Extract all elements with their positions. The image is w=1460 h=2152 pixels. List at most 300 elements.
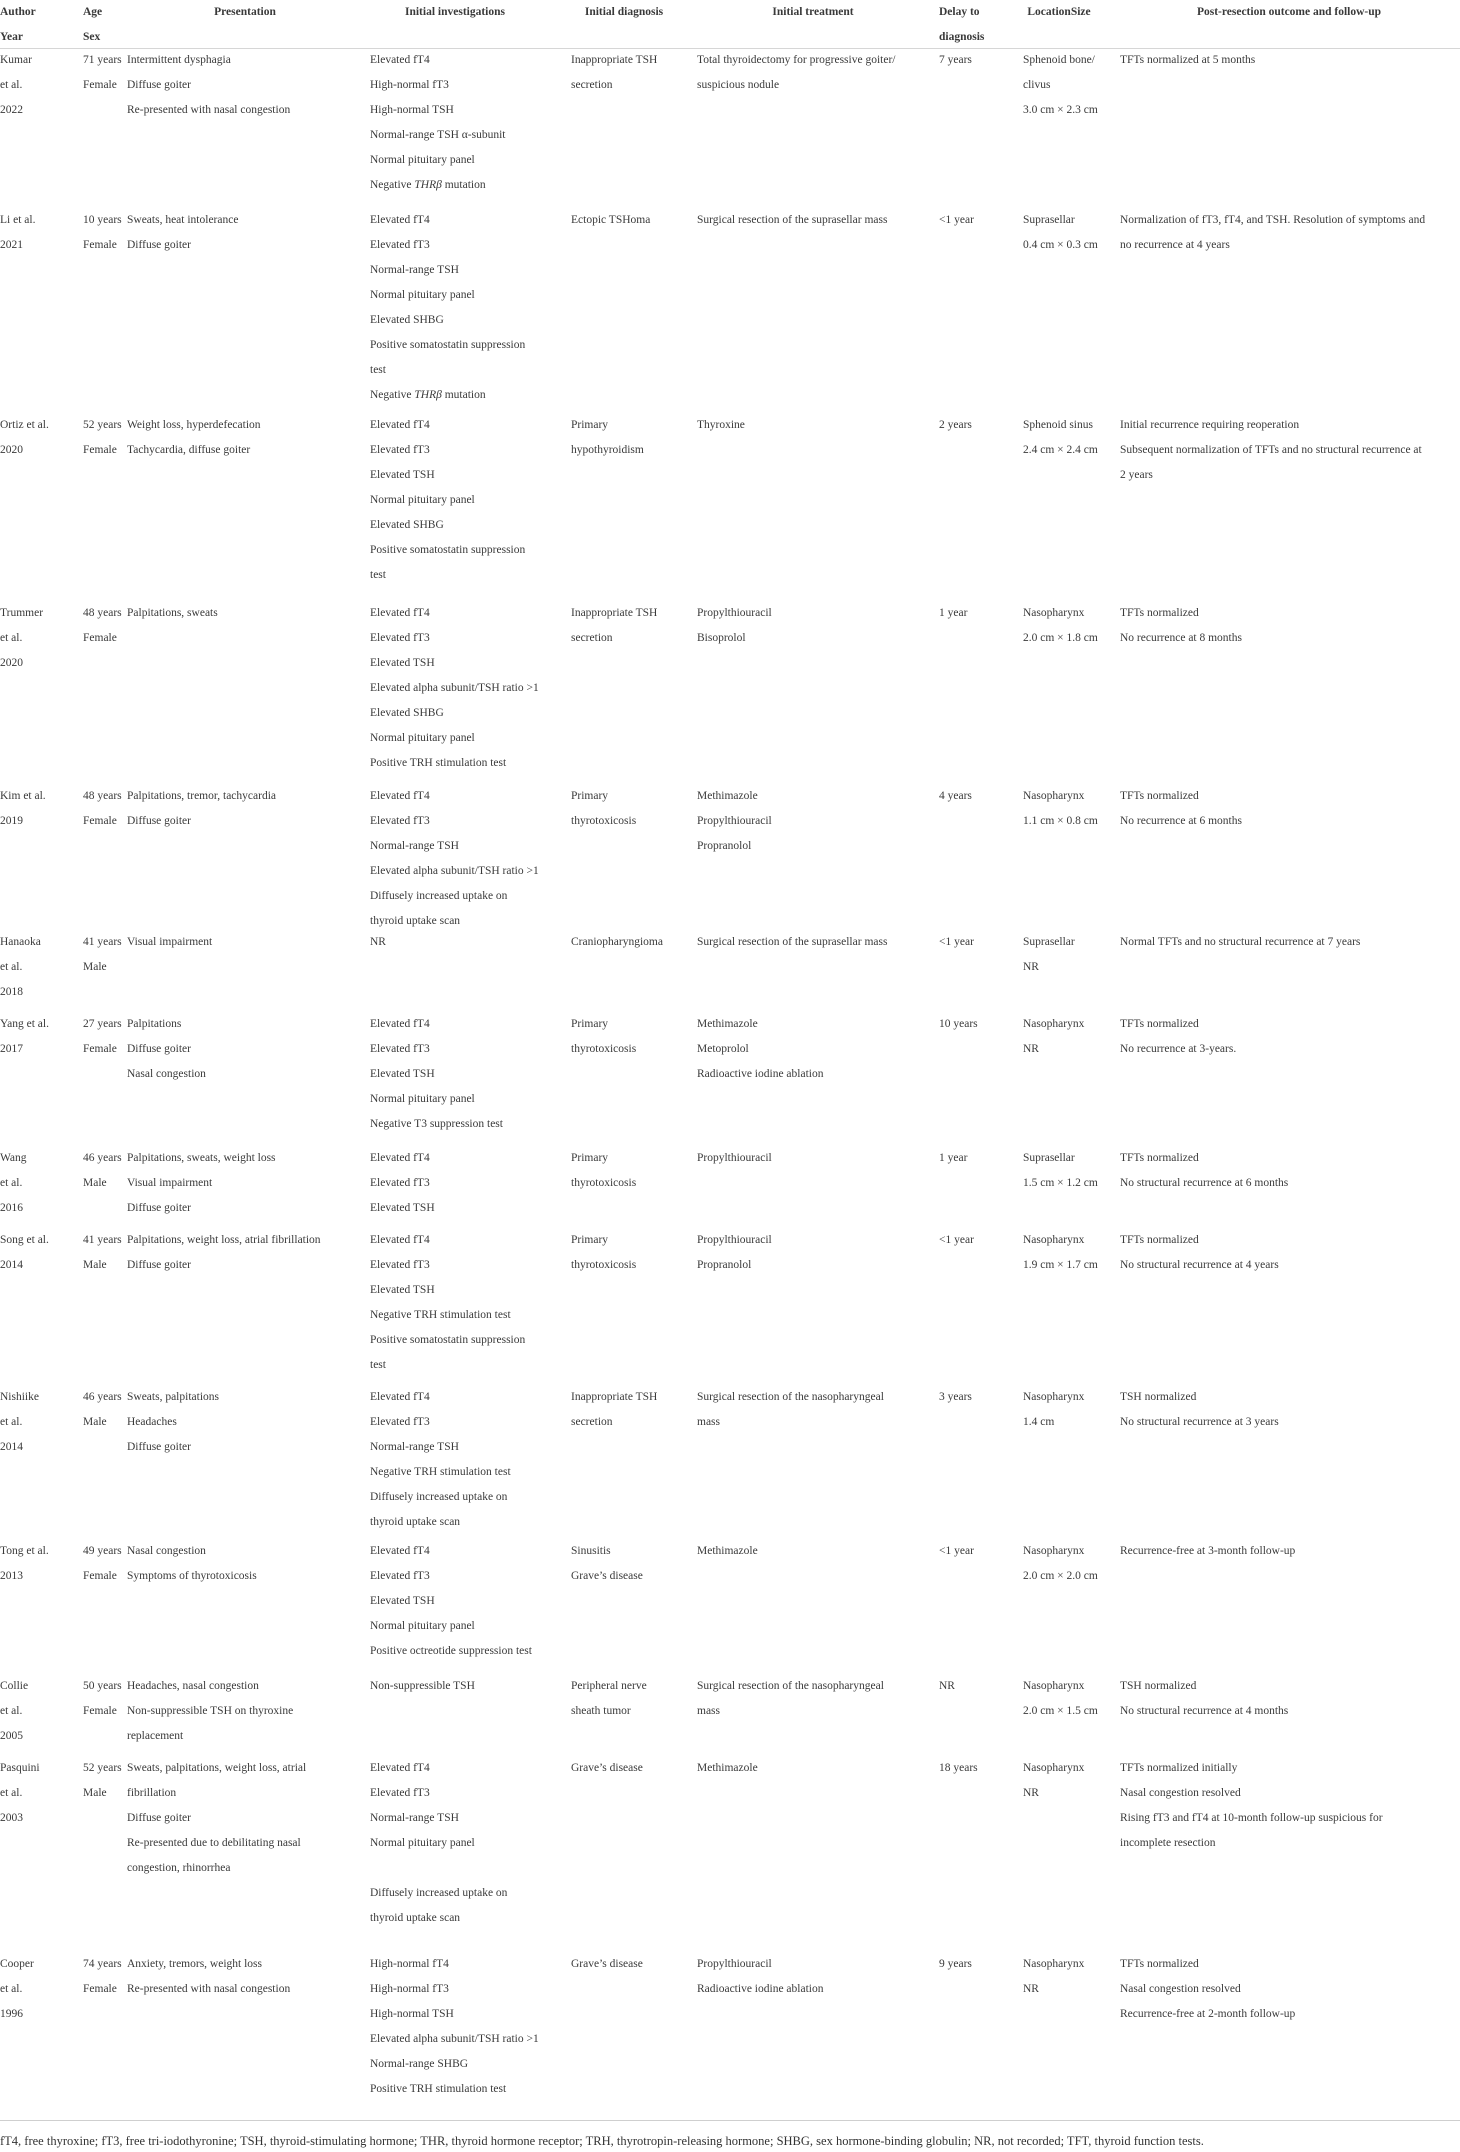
cell-line: sheath tumor <box>571 1705 631 1717</box>
cell-line: Nasopharynx <box>1023 1762 1085 1774</box>
cell-line: 2020 <box>0 657 23 669</box>
cell-line: Symptoms of thyrotoxicosis <box>127 1570 257 1582</box>
cell-treatment <box>697 930 929 955</box>
cell-line: Diffuse goiter <box>127 1812 191 1824</box>
cell-treatment <box>697 208 929 233</box>
cell-line: thyrotoxicosis <box>571 815 637 827</box>
cell-line: et al. <box>0 1416 23 1428</box>
cell-line: Negative TRH stimulation test <box>370 1309 511 1321</box>
cell-line: Elevated TSH <box>370 1202 435 1214</box>
cell-line: TFTs normalized at 5 months <box>1120 54 1256 66</box>
cell-author-year <box>0 1385 66 1460</box>
cell-line: 2021 <box>0 239 23 251</box>
cell-line: Nasopharynx <box>1023 1958 1085 1970</box>
cell-line: Nasopharynx <box>1023 790 1085 802</box>
cell-line: Palpitations, sweats, weight loss <box>127 1152 276 1164</box>
cell-line: incomplete resection <box>1120 1837 1216 1849</box>
table-footnote <box>0 2120 1460 2152</box>
cell-line: Normal pituitary panel <box>370 732 475 744</box>
cell-line: Positive somatostatin suppression <box>370 1334 526 1346</box>
cell-presentation <box>127 1674 363 1749</box>
cell-line: Female <box>83 632 117 644</box>
cell-line: Sphenoid sinus <box>1023 419 1093 431</box>
cell-line: Elevated fT4 <box>370 1391 430 1403</box>
cell-treatment <box>697 1385 929 1435</box>
cell-diagnosis <box>571 1539 677 1589</box>
cell-line: Re-presented with nasal congestion <box>127 1983 291 1995</box>
cell-line: Propylthiouracil <box>697 1234 772 1246</box>
cell-delay <box>939 1756 1001 1781</box>
cell-line: Nishiike <box>0 1391 39 1403</box>
cell-diagnosis <box>571 601 677 651</box>
cell-line: Bisoprolol <box>697 632 746 644</box>
cell-line: Female <box>83 1983 117 1995</box>
cell-treatment <box>697 1228 929 1278</box>
cell-delay <box>939 48 1001 73</box>
cell-investigations <box>370 1228 540 1378</box>
cell-line: Palpitations, weight loss, atrial fibrillation <box>127 1234 321 1246</box>
table-header <box>0 0 1460 49</box>
cell-location-size <box>1023 784 1123 834</box>
cell-line: et al. <box>0 79 23 91</box>
cell-diagnosis <box>571 1012 677 1062</box>
cell-line: High-normal fT3 <box>370 1983 449 1995</box>
cell-line: 2018 <box>0 986 23 998</box>
column-header-line: Year <box>0 31 23 43</box>
cell-age-sex <box>83 1539 123 1589</box>
cell-delay <box>939 1539 1001 1564</box>
cell-line: Craniopharyngioma <box>571 936 663 948</box>
cell-line: Nasopharynx <box>1023 1545 1085 1557</box>
cell-diagnosis <box>571 930 677 955</box>
cell-line: Diffuse goiter <box>127 1043 191 1055</box>
cell-line: Elevated alpha subunit/TSH ratio >1 <box>370 865 539 877</box>
cell-line: Female <box>83 1570 117 1582</box>
cell-presentation <box>127 1952 363 2002</box>
cell-line: mass <box>697 1416 720 1428</box>
cell-line: Elevated fT4 <box>370 607 430 619</box>
footnote-text: fT4, free thyroxine; fT3, free tri-iodothyronine; TSH, thyroid-stimulating hormone; THR, thyroid hormone receptor; TRH, thyrotropin-releasing hormone; SHBG, sex hormone-binding globulin; NR, not recorded; TFT, thyroid function tests. <box>0 2134 1204 2148</box>
cell-line: Normal TFTs and no structural recurrence at 7 years <box>1120 936 1361 948</box>
cell-line: Re-presented due to debilitating nasal <box>127 1837 301 1849</box>
cell-line: Sphenoid bone/ <box>1023 54 1095 66</box>
cell-age-sex <box>83 1146 123 1196</box>
cell-outcome <box>1120 1228 1458 1278</box>
cell-author-year <box>0 1539 66 1589</box>
cell-line: 2020 <box>0 444 23 456</box>
cell-line <box>370 1856 540 1881</box>
column-header-line: diagnosis <box>939 31 985 43</box>
cell-line: Diffuse goiter <box>127 239 191 251</box>
cell-line: Kumar <box>0 54 32 66</box>
cell-diagnosis <box>571 1385 677 1435</box>
cell-delay <box>939 1674 1001 1699</box>
cell-line: 2.0 cm × 2.0 cm <box>1023 1570 1098 1582</box>
cell-outcome <box>1120 930 1458 955</box>
cell-line: test <box>370 569 386 581</box>
cell-line: 2014 <box>0 1441 23 1453</box>
cell-line: Total thyroidectomy for progressive goiter/ <box>697 54 896 66</box>
cell-line: Normalization of fT3, fT4, and TSH. Resolution of symptoms and <box>1120 214 1426 226</box>
cell-line: Palpitations, tremor, tachycardia <box>127 790 276 802</box>
cell-line: 71 years <box>83 54 122 66</box>
cell-treatment <box>697 1539 929 1564</box>
cell-line: Metoprolol <box>697 1043 749 1055</box>
column-header-line: Initial investigations <box>404 6 505 18</box>
cell-line: Weight loss, hyperdefecation <box>127 419 261 431</box>
column-header-line: LocationSize <box>1027 6 1091 18</box>
cell-outcome <box>1120 1146 1458 1196</box>
cell-line: 46 years <box>83 1391 122 1403</box>
cell-line: Primary <box>571 1152 609 1164</box>
cell-line: Nasal congestion resolved <box>1120 1983 1241 1995</box>
cell-diagnosis <box>571 784 677 834</box>
cell-investigations <box>370 601 540 776</box>
cell-line: Radioactive iodine ablation <box>697 1068 824 1080</box>
cell-age-sex <box>83 784 123 834</box>
cell-investigations <box>370 930 540 955</box>
cell-location-size <box>1023 413 1123 463</box>
cell-line: 46 years <box>83 1152 122 1164</box>
cell-line: Surgical resection of the suprasellar mass <box>697 936 888 948</box>
cell-investigations <box>370 1146 540 1221</box>
cell-line: 1 year <box>939 607 968 619</box>
cell-line: hypothyroidism <box>571 444 644 456</box>
cell-line: Male <box>83 961 107 973</box>
cell-line: Elevated fT3 <box>370 1416 430 1428</box>
cell-line: Male <box>83 1416 107 1428</box>
cell-presentation <box>127 601 363 626</box>
cell-line: Diffusely increased uptake on <box>370 1887 508 1899</box>
cell-line: Kim et al. <box>0 790 46 802</box>
cell-line: 2 years <box>939 419 972 431</box>
cell-line: Recurrence-free at 2-month follow-up <box>1120 2008 1296 2020</box>
cell-line: 74 years <box>83 1958 122 1970</box>
cell-line: Nasal congestion <box>127 1068 206 1080</box>
cell-line: <1 year <box>939 936 974 948</box>
cell-line: Normal pituitary panel <box>370 1093 475 1105</box>
cell-line: Normal-range TSH <box>370 1812 459 1824</box>
cell-line: 1 year <box>939 1152 968 1164</box>
cell-line: Elevated SHBG <box>370 519 444 531</box>
column-header-location-size <box>1009 0 1109 25</box>
cell-age-sex <box>83 601 123 651</box>
cell-line: Headaches, nasal congestion <box>127 1680 259 1692</box>
column-header-line: Delay to <box>939 6 980 18</box>
cell-line: Elevated fT4 <box>370 419 430 431</box>
cell-line: No recurrence at 6 months <box>1120 815 1242 827</box>
cell-line: NR <box>1023 961 1039 973</box>
cell-line: 2016 <box>0 1202 23 1214</box>
cell-line: Elevated fT3 <box>370 239 430 251</box>
cell-delay <box>939 601 1001 626</box>
cell-line: Diffuse goiter <box>127 815 191 827</box>
cell-line: No structural recurrence at 3 years <box>1120 1416 1279 1428</box>
cell-author-year <box>0 1012 66 1062</box>
cell-line: test <box>370 1359 386 1371</box>
cell-line: 1.9 cm × 1.7 cm <box>1023 1259 1098 1271</box>
cell-line: Elevated TSH <box>370 657 435 669</box>
cell-delay <box>939 1146 1001 1171</box>
cell-line: Anxiety, tremors, weight loss <box>127 1958 263 1970</box>
column-header-diagnosis <box>571 0 677 25</box>
cell-line: 7 years <box>939 54 972 66</box>
cell-treatment <box>697 1146 929 1171</box>
cell-line: Negative T3 suppression test <box>370 1118 503 1130</box>
cell-line: Thyroxine <box>697 419 745 431</box>
cell-age-sex <box>83 1674 123 1724</box>
cell-line: Nasopharynx <box>1023 1018 1085 1030</box>
cell-line: 2.4 cm × 2.4 cm <box>1023 444 1098 456</box>
cell-age-sex <box>83 1228 123 1278</box>
cell-age-sex <box>83 1012 123 1062</box>
cell-line: No recurrence at 3-years. <box>1120 1043 1237 1055</box>
cell-outcome <box>1120 784 1458 834</box>
cell-line: TSH normalized <box>1120 1680 1197 1692</box>
cell-line: et al. <box>0 1787 23 1799</box>
cell-line: Male <box>83 1787 107 1799</box>
cell-line: Normal-range TSH α-subunit <box>370 129 506 141</box>
cell-line: TFTs normalized <box>1120 1018 1199 1030</box>
cell-author-year <box>0 413 66 463</box>
cell-presentation <box>127 1385 363 1460</box>
cell-line: thyroid uptake scan <box>370 915 461 927</box>
cell-line: High-normal fT3 <box>370 79 449 91</box>
cell-line: 2022 <box>0 104 23 116</box>
cell-treatment <box>697 1952 929 2002</box>
cell-line: Elevated SHBG <box>370 707 444 719</box>
column-header-line: Presentation <box>214 6 276 18</box>
cell-author-year <box>0 208 66 258</box>
cell-line: 10 years <box>83 214 122 226</box>
cell-age-sex <box>83 930 123 980</box>
cell-line: Sweats, palpitations <box>127 1391 219 1403</box>
cell-line: Normal pituitary panel <box>370 289 475 301</box>
cell-line: Suprasellar <box>1023 214 1075 226</box>
cell-delay <box>939 208 1001 233</box>
cell-line: no recurrence at 4 years <box>1120 239 1230 251</box>
cell-line: Methimazole <box>697 1762 758 1774</box>
cell-location-size <box>1023 1228 1123 1278</box>
cell-line: High-normal TSH <box>370 2008 454 2020</box>
cell-line: replacement <box>127 1730 184 1742</box>
cell-treatment <box>697 601 929 651</box>
cell-line: Intermittent dysphagia <box>127 54 231 66</box>
cell-presentation <box>127 1012 363 1087</box>
cell-investigations <box>370 1756 540 1931</box>
cell-diagnosis <box>571 208 677 233</box>
cell-line: et al. <box>0 1705 23 1717</box>
cell-line: Trummer <box>0 607 44 619</box>
cell-line: thyrotoxicosis <box>571 1177 637 1189</box>
cell-diagnosis <box>571 1674 677 1724</box>
cell-line: Diffuse goiter <box>127 1441 191 1453</box>
cell-line: 50 years <box>83 1680 122 1692</box>
cell-line: Pasquini <box>0 1762 40 1774</box>
cell-line: Diffusely increased uptake on <box>370 890 508 902</box>
cell-line: 3.0 cm × 2.3 cm <box>1023 104 1098 116</box>
cell-presentation <box>127 1756 363 1881</box>
cell-line: Surgical resection of the nasopharyngeal <box>697 1391 884 1403</box>
cell-author-year <box>0 784 66 834</box>
cell-line: Grave’s disease <box>571 1958 643 1970</box>
cell-location-size <box>1023 1146 1123 1196</box>
cell-line: Nasopharynx <box>1023 1391 1085 1403</box>
cell-line: Elevated fT4 <box>370 1545 430 1557</box>
column-header-line: Initial treatment <box>772 6 854 18</box>
cell-line: Nasopharynx <box>1023 1234 1085 1246</box>
cell-line: Female <box>83 1043 117 1055</box>
cell-line: Elevated alpha subunit/TSH ratio >1 <box>370 2033 539 2045</box>
cell-line: Visual impairment <box>127 936 213 948</box>
cell-line: 4 years <box>939 790 972 802</box>
cell-line: Elevated fT4 <box>370 1234 430 1246</box>
column-header-line: Post-resection outcome and follow-up <box>1196 6 1382 18</box>
cell-presentation <box>127 1539 363 1589</box>
cell-line: TFTs normalized <box>1120 1152 1199 1164</box>
cell-outcome <box>1120 48 1458 73</box>
cell-age-sex <box>83 1756 123 1806</box>
cell-line: 49 years <box>83 1545 122 1557</box>
cell-line: Song et al. <box>0 1234 49 1246</box>
cell-line: Normal pituitary panel <box>370 154 475 166</box>
cell-line: Primary <box>571 1234 609 1246</box>
cell-line: Rising fT3 and fT4 at 10-month follow-up suspicious for <box>1120 1812 1383 1824</box>
cell-line: Primary <box>571 1018 609 1030</box>
cell-outcome <box>1120 1385 1458 1435</box>
cell-line: fibrillation <box>127 1787 177 1799</box>
cell-line: Nasopharynx <box>1023 607 1085 619</box>
cell-age-sex <box>83 48 123 98</box>
cell-investigations <box>370 1385 540 1535</box>
column-header-author-year <box>0 0 40 50</box>
cell-line: Elevated fT3 <box>370 1259 430 1271</box>
cell-location-size <box>1023 601 1123 651</box>
cell-line: Positive somatostatin suppression <box>370 339 526 351</box>
cell-line: Inappropriate TSH <box>571 607 658 619</box>
cell-investigations <box>370 413 540 588</box>
cell-author-year <box>0 1674 66 1749</box>
cell-line: Elevated fT3 <box>370 1043 430 1055</box>
cell-line: Normal pituitary panel <box>370 494 475 506</box>
cell-line: 2.0 cm × 1.5 cm <box>1023 1705 1098 1717</box>
cell-line: Elevated TSH <box>370 1595 435 1607</box>
cell-line: suspicious nodule <box>697 79 780 91</box>
column-header-presentation <box>127 0 363 25</box>
cell-line: test <box>370 364 386 376</box>
cell-line: Subsequent normalization of TFTs and no structural recurrence at <box>1120 444 1422 456</box>
cell-line: Palpitations, sweats <box>127 607 218 619</box>
cell-diagnosis <box>571 1952 677 1977</box>
cell-line: Female <box>83 1705 117 1717</box>
cell-outcome <box>1120 1539 1458 1564</box>
cell-line: 1.5 cm × 1.2 cm <box>1023 1177 1098 1189</box>
cell-line: 48 years <box>83 607 122 619</box>
cell-investigations <box>370 784 540 934</box>
cell-location-size <box>1023 1385 1123 1435</box>
cell-treatment <box>697 1012 929 1087</box>
cell-line: High-normal TSH <box>370 104 454 116</box>
column-header-investigations <box>370 0 540 25</box>
cell-line: NR <box>1023 1043 1039 1055</box>
cell-line: 9 years <box>939 1958 972 1970</box>
cell-line: Palpitations <box>127 1018 182 1030</box>
column-header-treatment <box>697 0 929 25</box>
cell-line: Sweats, heat intolerance <box>127 214 239 226</box>
cell-line: Male <box>83 1259 107 1271</box>
cell-line: 2005 <box>0 1730 23 1742</box>
cell-line: Normal-range TSH <box>370 840 459 852</box>
cell-line: Elevated fT4 <box>370 790 430 802</box>
cell-line: Negative THRβ mutation <box>370 389 486 401</box>
cell-line: Tachycardia, diffuse goiter <box>127 444 251 456</box>
cell-investigations <box>370 48 540 198</box>
cell-line: Inappropriate TSH <box>571 54 658 66</box>
cell-line: 2 years <box>1120 469 1153 481</box>
cell-line: Primary <box>571 790 609 802</box>
cell-line: Wang <box>0 1152 27 1164</box>
cell-treatment <box>697 413 929 438</box>
cell-age-sex <box>83 208 123 258</box>
cell-line: No recurrence at 8 months <box>1120 632 1242 644</box>
column-header-outcome <box>1120 0 1458 25</box>
cell-line: 2.0 cm × 1.8 cm <box>1023 632 1098 644</box>
cell-investigations <box>370 1674 540 1699</box>
cell-line: Methimazole <box>697 790 758 802</box>
cell-treatment <box>697 1756 929 1781</box>
cell-presentation <box>127 208 363 258</box>
cell-line: Elevated SHBG <box>370 314 444 326</box>
column-header-line: Initial diagnosis <box>584 6 664 18</box>
cell-line: Nasal congestion resolved <box>1120 1787 1241 1799</box>
cell-line: TFTs normalized initially <box>1120 1762 1238 1774</box>
cell-line: Elevated TSH <box>370 469 435 481</box>
column-header-age-sex <box>83 0 123 50</box>
cell-line: <1 year <box>939 1234 974 1246</box>
cell-line: 1996 <box>0 2008 23 2020</box>
cell-line: Propylthiouracil <box>697 1152 772 1164</box>
cell-line: Inappropriate TSH <box>571 1391 658 1403</box>
cell-location-size <box>1023 1756 1123 1806</box>
cell-line: NR <box>370 936 386 948</box>
cell-line: Elevated fT3 <box>370 815 430 827</box>
cell-author-year <box>0 48 66 123</box>
cell-line: Elevated fT3 <box>370 444 430 456</box>
cell-presentation <box>127 784 363 834</box>
cell-line: Suprasellar <box>1023 1152 1075 1164</box>
cell-line: No structural recurrence at 6 months <box>1120 1177 1289 1189</box>
column-header-line: Age <box>83 6 103 18</box>
cell-line: Surgical resection of the nasopharyngeal <box>697 1680 884 1692</box>
cell-investigations <box>370 1952 540 2102</box>
cell-line: TSH normalized <box>1120 1391 1197 1403</box>
cell-line: Elevated TSH <box>370 1284 435 1296</box>
cell-treatment <box>697 48 929 98</box>
cell-outcome <box>1120 601 1458 651</box>
cell-line: 1.1 cm × 0.8 cm <box>1023 815 1098 827</box>
cell-presentation <box>127 48 363 123</box>
cell-line: Primary <box>571 419 609 431</box>
cell-line: Elevated fT3 <box>370 632 430 644</box>
cell-presentation <box>127 413 363 463</box>
cell-treatment <box>697 1674 929 1724</box>
cell-line: Elevated alpha subunit/TSH ratio >1 <box>370 682 539 694</box>
cell-line: Grave’s disease <box>571 1762 643 1774</box>
cell-line: 1.4 cm <box>1023 1416 1055 1428</box>
cell-line: 18 years <box>939 1762 978 1774</box>
cell-delay <box>939 1228 1001 1253</box>
cell-delay <box>939 413 1001 438</box>
